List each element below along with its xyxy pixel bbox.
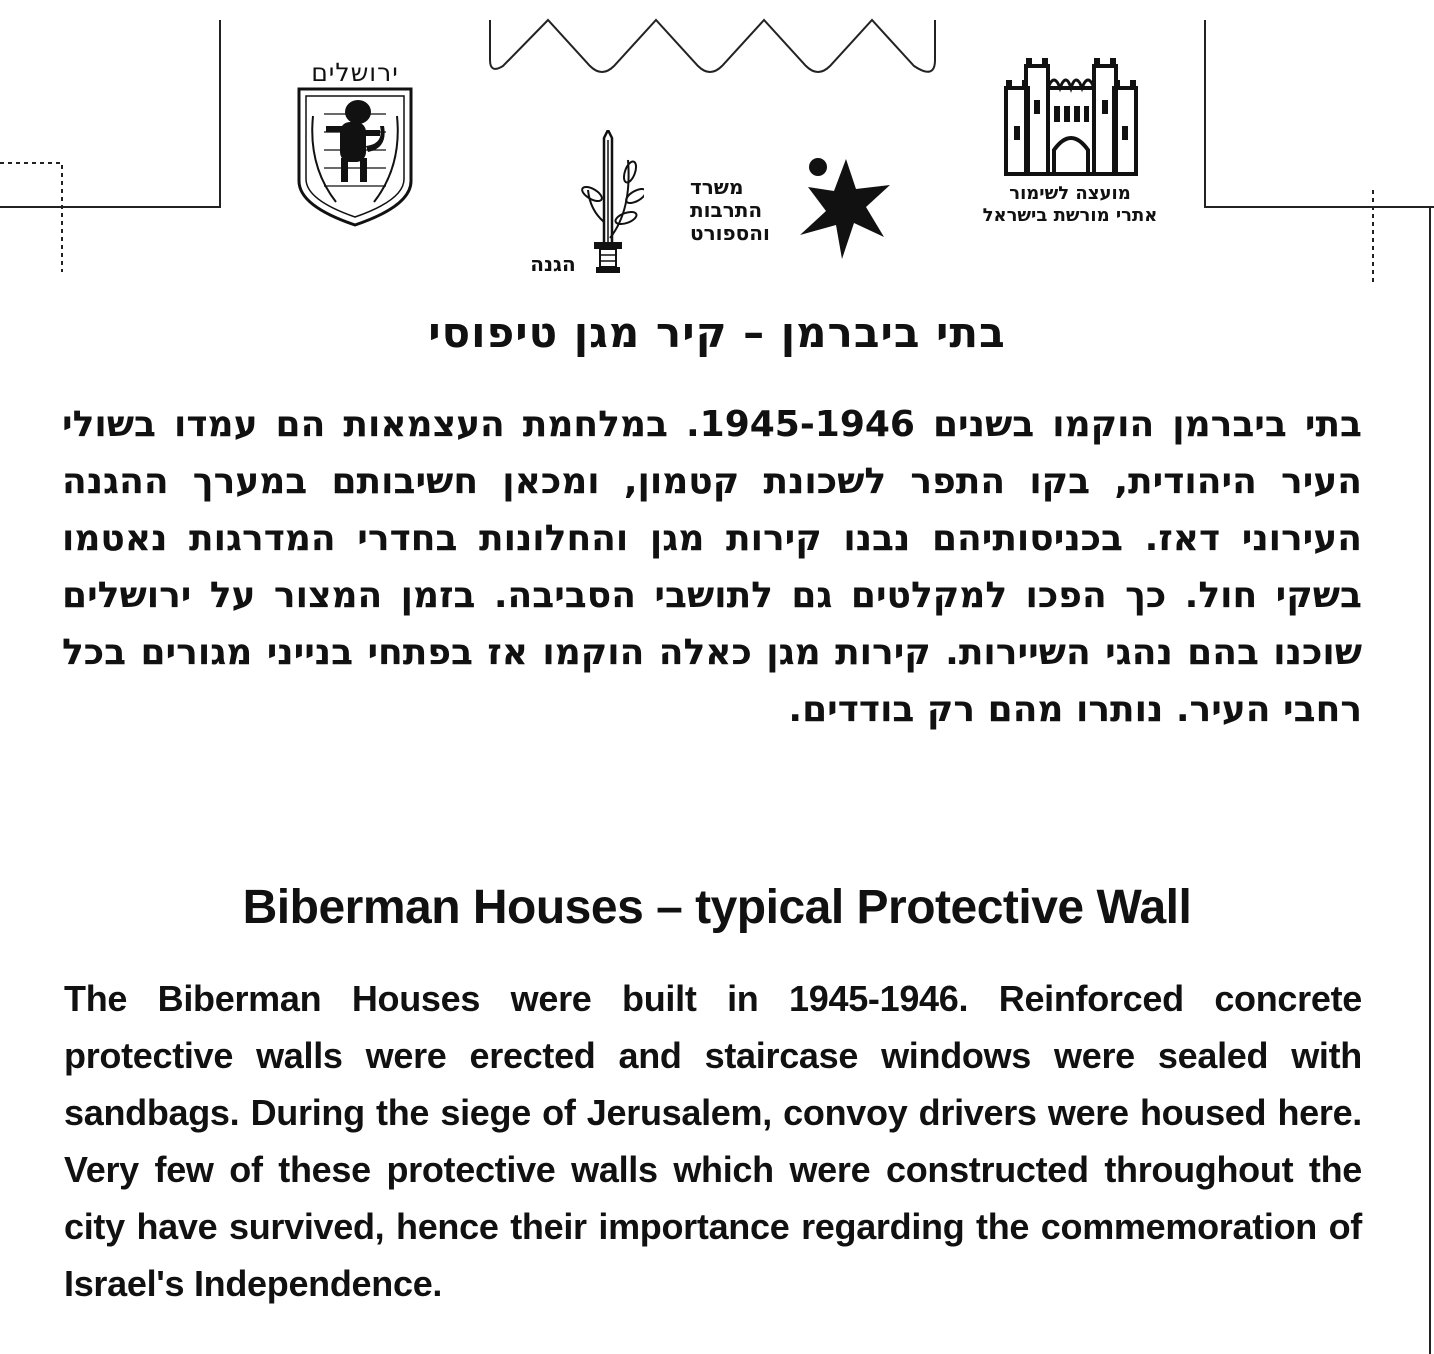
- jerusalem-lion-emblem-icon: [296, 86, 414, 228]
- culture-ministry-line-1: משרד: [690, 175, 744, 199]
- culture-ministry-line-3: והספורט: [690, 221, 770, 245]
- hebrew-body: בתי ביברמן הוקמו בשנים 1945-1946. במלחמת העצמאות הם עמדו בשולי העיר היהודית, בקו התפר לשכונת קטמון, ומכאן חשיבותם במערך ההגנה העירוני דאז. בכניסותיהם נבנו קירות מגן והחלונות בחדרי המדרגות נאטמו בשקי חול. כך הפכו למקלטים גם לתושבי הסביבה. בזמן המצור על ירושלים שוכנו בהם נהגי השיירות. קירות מגן כאלה הוקמו אז בפתחי בנייני מגורים בכל רחבי העיר. נותרו מהם רק בודדים.: [62, 404, 1362, 730]
- jerusalem-label: ירושלים: [311, 58, 399, 87]
- english-body: The Biberman Houses were built in 1945-1946. Reinforced concrete protective walls were erected and staircase windows were sealed with sandbags. During the siege of Jerusalem, convoy drivers were housed here. Very few of these protective walls which were constructed throughout the city have survived, hence their importance regarding the commemoration of Israel's Independence.: [64, 978, 1362, 1304]
- heritage-council-line-2: אתרי מורשת בישראל: [982, 205, 1158, 226]
- sword-olive-branch-icon: [580, 130, 644, 275]
- culture-ministry-label: [690, 176, 800, 245]
- heritage-council-line-1: מועצה לשימור: [1009, 183, 1131, 204]
- hebrew-title: בתי ביברמן – קיר מגן טיפוסי: [428, 308, 1006, 357]
- haganah-label: הגנה: [530, 252, 576, 276]
- city-gate-icon: [1002, 52, 1140, 180]
- culture-ministry-line-2: התרבות: [690, 198, 763, 222]
- star-figure-icon: [796, 155, 892, 263]
- english-title: Biberman Houses – typical Protective Wall: [242, 881, 1192, 934]
- heritage-council-label: [960, 183, 1180, 227]
